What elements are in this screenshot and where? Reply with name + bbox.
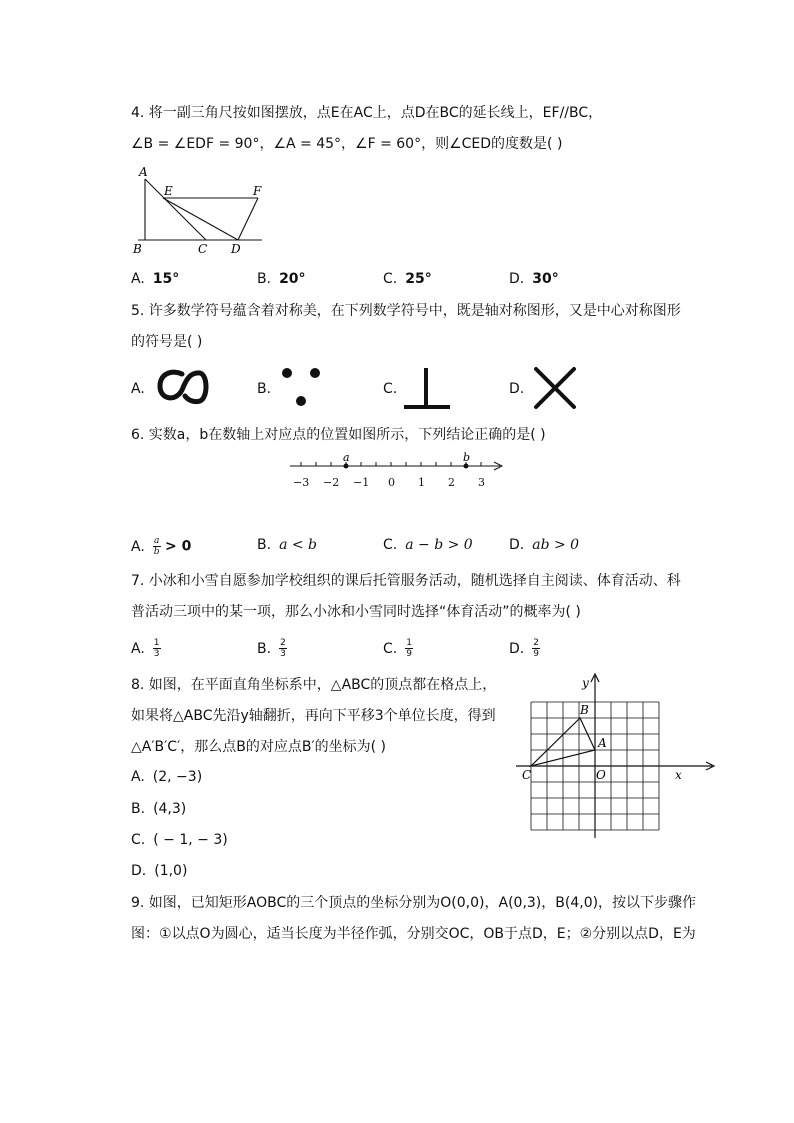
q8-label-O: O [596,768,606,782]
q4-text-line1: 4. 将一副三角尺按如图摆放，点E在AC上，点D在BC的延长线上，EF//BC， [131,105,603,121]
q4-label-C: C [198,242,208,256]
q4-label-D: D [231,242,241,256]
q4-text-line2: ∠B = ∠EDF = 90°，∠A = 45°，∠F = 60°，则∠CED的度数是( ) [131,136,563,152]
q6-tick-label: 1 [418,476,425,489]
q7-option-a[interactable]: A. $\frac{1}{3}$ [131,638,160,659]
q4-option-b[interactable]: B. 20° [257,271,306,287]
q4-option-d[interactable]: D. 30° [509,271,559,287]
q9-text-line1: 9. 如图，已知矩形AOBC的三个顶点的坐标分别为O(0,0)，A(0,3)，B(4,0)，按以下步骤作 [131,895,697,911]
q8-option-a[interactable]: A. (2, −3) [131,769,203,785]
q5-option-d-label[interactable]: D. [509,381,525,397]
q6-tick-label: 2 [448,476,455,489]
q9-text-line2: 图：①以点O为圆心，适当长度为半径作弧，分别交OC，OB于点D，E；②分别以点D，E为 [131,926,696,942]
q7-option-d[interactable]: D. $\frac{2}{9}$ [509,638,539,659]
q6-number-line [286,450,506,492]
q6-label-b: b [463,451,471,464]
q5-text-line2: 的符号是( ) [131,334,203,350]
q4-label-A: A [139,165,148,179]
q8-option-b[interactable]: B. (4,3) [131,801,187,817]
q5-cross-symbol[interactable] [532,366,578,410]
q8-text-line1: 8. 如图，在平面直角坐标系中，△ABC的顶点都在格点上， [131,677,497,693]
q8-label-x: x [675,768,682,782]
q8-text-line2: 如果将△ABC先沿y轴翻折，再向下平移3个单位长度，得到 [131,708,496,724]
q6-label-a: a [343,451,350,464]
q4-option-c[interactable]: C. 25° [383,271,432,287]
q5-therefore-dots-symbol[interactable] [278,364,326,410]
q5-option-b-label[interactable]: B. [257,381,272,397]
q6-option-d[interactable]: D. ab > 0 [509,537,580,553]
q6-tick-label: 0 [388,476,395,489]
q7-text-line1: 7. 小冰和小雪自愿参加学校组织的课后托管服务活动，随机选择自主阅读、体育活动、科 [131,573,681,589]
q6-tick-label: −1 [353,476,370,489]
q6-point-b [464,464,469,469]
q5-option-c-label[interactable]: C. [383,381,398,397]
q7-option-b[interactable]: B. $\frac{2}{3}$ [257,638,286,659]
q6-text-line1: 6. 实数a，b在数轴上对应点的位置如图所示，下列结论正确的是( ) [131,427,546,443]
q8-label-A: A [598,736,607,750]
q6-tick-label: −2 [323,476,340,489]
q7-option-c[interactable]: C. $\frac{1}{9}$ [383,638,412,659]
q8-coordinate-grid-figure [512,672,722,842]
q4-figure [130,163,270,258]
q4-label-F: F [253,184,262,198]
q5-integral-like-symbol[interactable] [154,368,209,406]
q8-text-line3: △A′B′C′，那么点B的对应点B′的坐标为( ) [131,739,387,755]
q6-point-a [344,464,349,469]
q8-label-B: B [580,703,589,717]
q5-text-line1: 5. 许多数学符号蕴含着对称美，在下列数学符号中，既是轴对称图形，又是中心对称图形 [131,303,681,319]
q7-text-line2: 普活动三项中的某一项，那么小冰和小雪同时选择“体育活动”的概率为( ) [131,604,581,620]
q4-option-a[interactable]: A. 15° [131,271,180,287]
q6-tick-label: 3 [478,476,485,489]
q8-option-d[interactable]: D. (1,0) [131,863,188,879]
q8-label-y: y [582,676,589,690]
q8-label-C: C [522,768,532,782]
q4-label-B: B [133,242,142,256]
q6-option-c[interactable]: C. a − b > 0 [383,537,473,553]
q5-perpendicular-symbol[interactable] [402,366,454,412]
q6-tick-label: −3 [293,476,310,489]
q6-option-a[interactable]: A. $\frac{a}{b}$ > 0 [131,536,192,557]
q4-label-E: E [164,184,173,198]
q6-option-b[interactable]: B. a < b [257,537,318,553]
q5-option-a-label[interactable]: A. [131,381,145,397]
q8-option-c[interactable]: C. ( − 1, − 3) [131,832,228,848]
